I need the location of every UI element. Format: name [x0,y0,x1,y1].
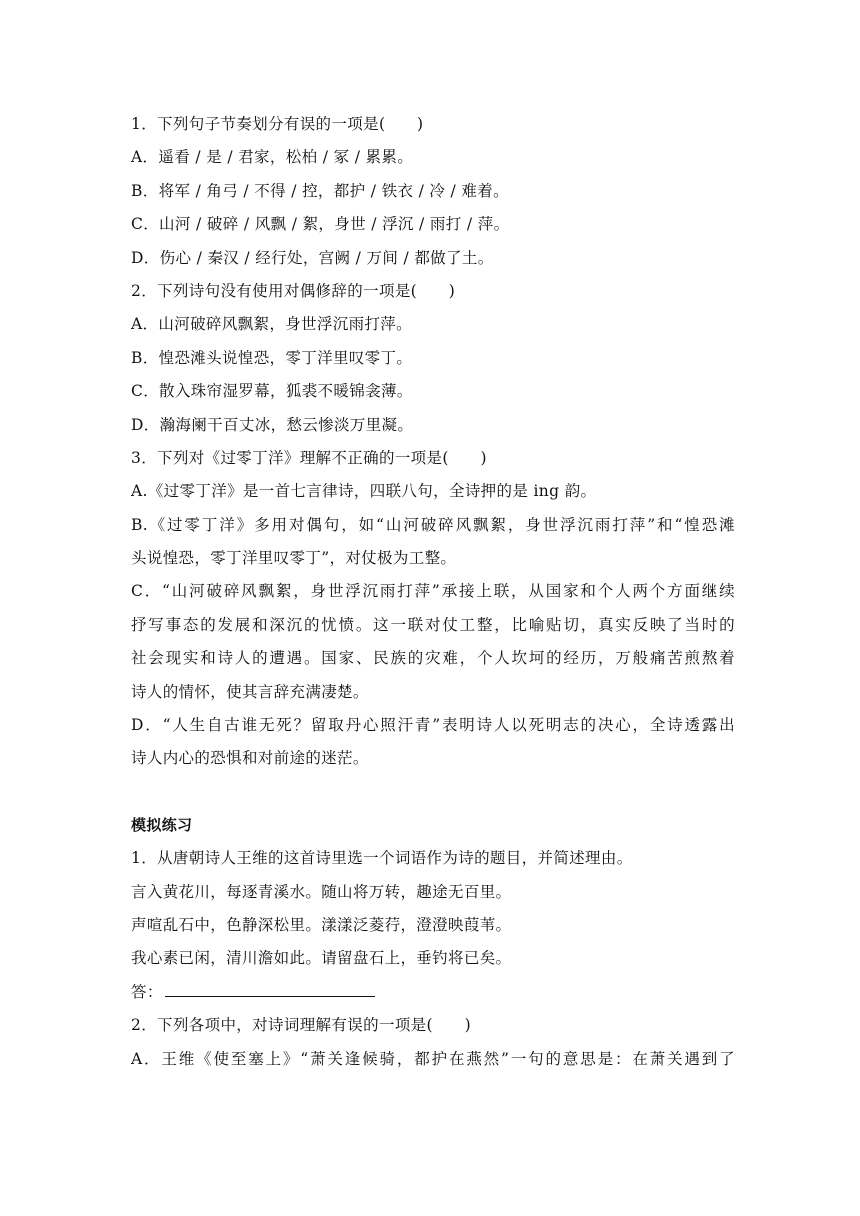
practice-heading: 模拟练习 [131,815,193,834]
question-3-option-c-line-3: 社会现实和诗人的遭遇。国家、民族的灾难，个人坎坷的经历，万般痛苦煎熬着 [131,649,735,668]
question-2-title: 2．下列诗句没有使用对偶修辞的一项是( ) [131,281,456,300]
question-3-option-a: A.《过零丁洋》是一首七言律诗，四联八句，全诗押的是 ing 韵。 [131,482,597,501]
question-3-option-d [131,709,735,776]
question-3-title: 3．下列对《过零丁洋》理解不正确的一项是( ) [131,448,487,467]
question-3-option-c-line-4: 诗人的情怀，使其言辞充满凄楚。 [131,682,369,701]
question-3-option-b-line-2: 头说惶恐，零丁洋里叹零丁”，对仗极为工整。 [131,549,457,568]
practice-question-1: 1．从唐朝诗人王维的这首诗里选一个词语作为诗的题目，并简述理由。 [131,849,633,868]
question-2-option-d: D．瀚海阑干百丈冰，愁云惨淡万里凝。 [131,415,414,434]
answer-label: 答： [131,982,163,1001]
poem-line-2: 声喧乱石中，色静深松里。漾漾泛菱荇，澄澄映葭苇。 [131,915,512,934]
worksheet-page [131,108,735,1076]
question-3-option-b [131,509,735,576]
question-1-option-b: B．将军 / 角弓 / 不得 / 控，都护 / 铁衣 / 冷 / 难着。 [131,181,509,200]
poem-line-3: 我心素已闲，清川澹如此。请留盘石上，垂钓将已矣。 [131,949,512,968]
question-1-title: 1．下列句子节奏划分有误的一项是( ) [131,115,424,133]
question-3-option-c-line-1: C．“山河破碎风飘絮，身世浮沉雨打萍”承接上联，从国家和个人两个方面继续 [131,582,735,601]
question-1-option-d: D．伤心 / 秦汉 / 经行处，宫阙 / 万间 / 都做了土。 [131,248,494,267]
poem-line-1: 言入黄花川，每逐青溪水。随山将万转，趣途无百里。 [131,882,512,901]
question-1-option-a: A．遥看 / 是 / 君家，松柏 / 冢 / 累累。 [131,148,414,167]
question-3-option-b-line-1: B.《过零丁洋》多用对偶句，如“山河破碎风飘絮，身世浮沉雨打萍”和“惶恐滩 [131,515,735,534]
practice-question-2-option-a: A．王维《使至塞上》“萧关逢候骑，都护在燕然”一句的意思是：在萧关遇到了 [131,1049,735,1068]
question-3-option-c-line-2: 抒写事态的发展和深沉的忧愤。这一联对仗工整，比喻贴切，真实反映了当时的 [131,615,735,634]
question-1-option-c: C．山河 / 破碎 / 风飘 / 絮，身世 / 浮沉 / 雨打 / 萍。 [131,215,510,234]
question-3-option-d-line-1: D．“人生自古谁无死？留取丹心照汗青”表明诗人以死明志的决心，全诗透露出 [131,716,735,735]
question-3-option-c [131,575,735,709]
question-2-option-c: C．散入珠帘湿罗幕，狐裘不暖锦衾薄。 [131,382,413,401]
answer-blank[interactable] [165,978,375,997]
question-2-option-b: B．惶恐滩头说惶恐，零丁洋里叹零丁。 [131,348,413,367]
answer-line [131,976,735,1009]
question-2-option-a: A．山河破碎风飘絮，身世浮沉雨打萍。 [131,315,412,334]
practice-question-2: 2．下列各项中，对诗词理解有误的一项是( ) [131,1016,472,1035]
question-3-option-d-line-2: 诗人内心的恐惧和对前途的迷茫。 [131,749,369,768]
section-spacer [131,776,735,809]
